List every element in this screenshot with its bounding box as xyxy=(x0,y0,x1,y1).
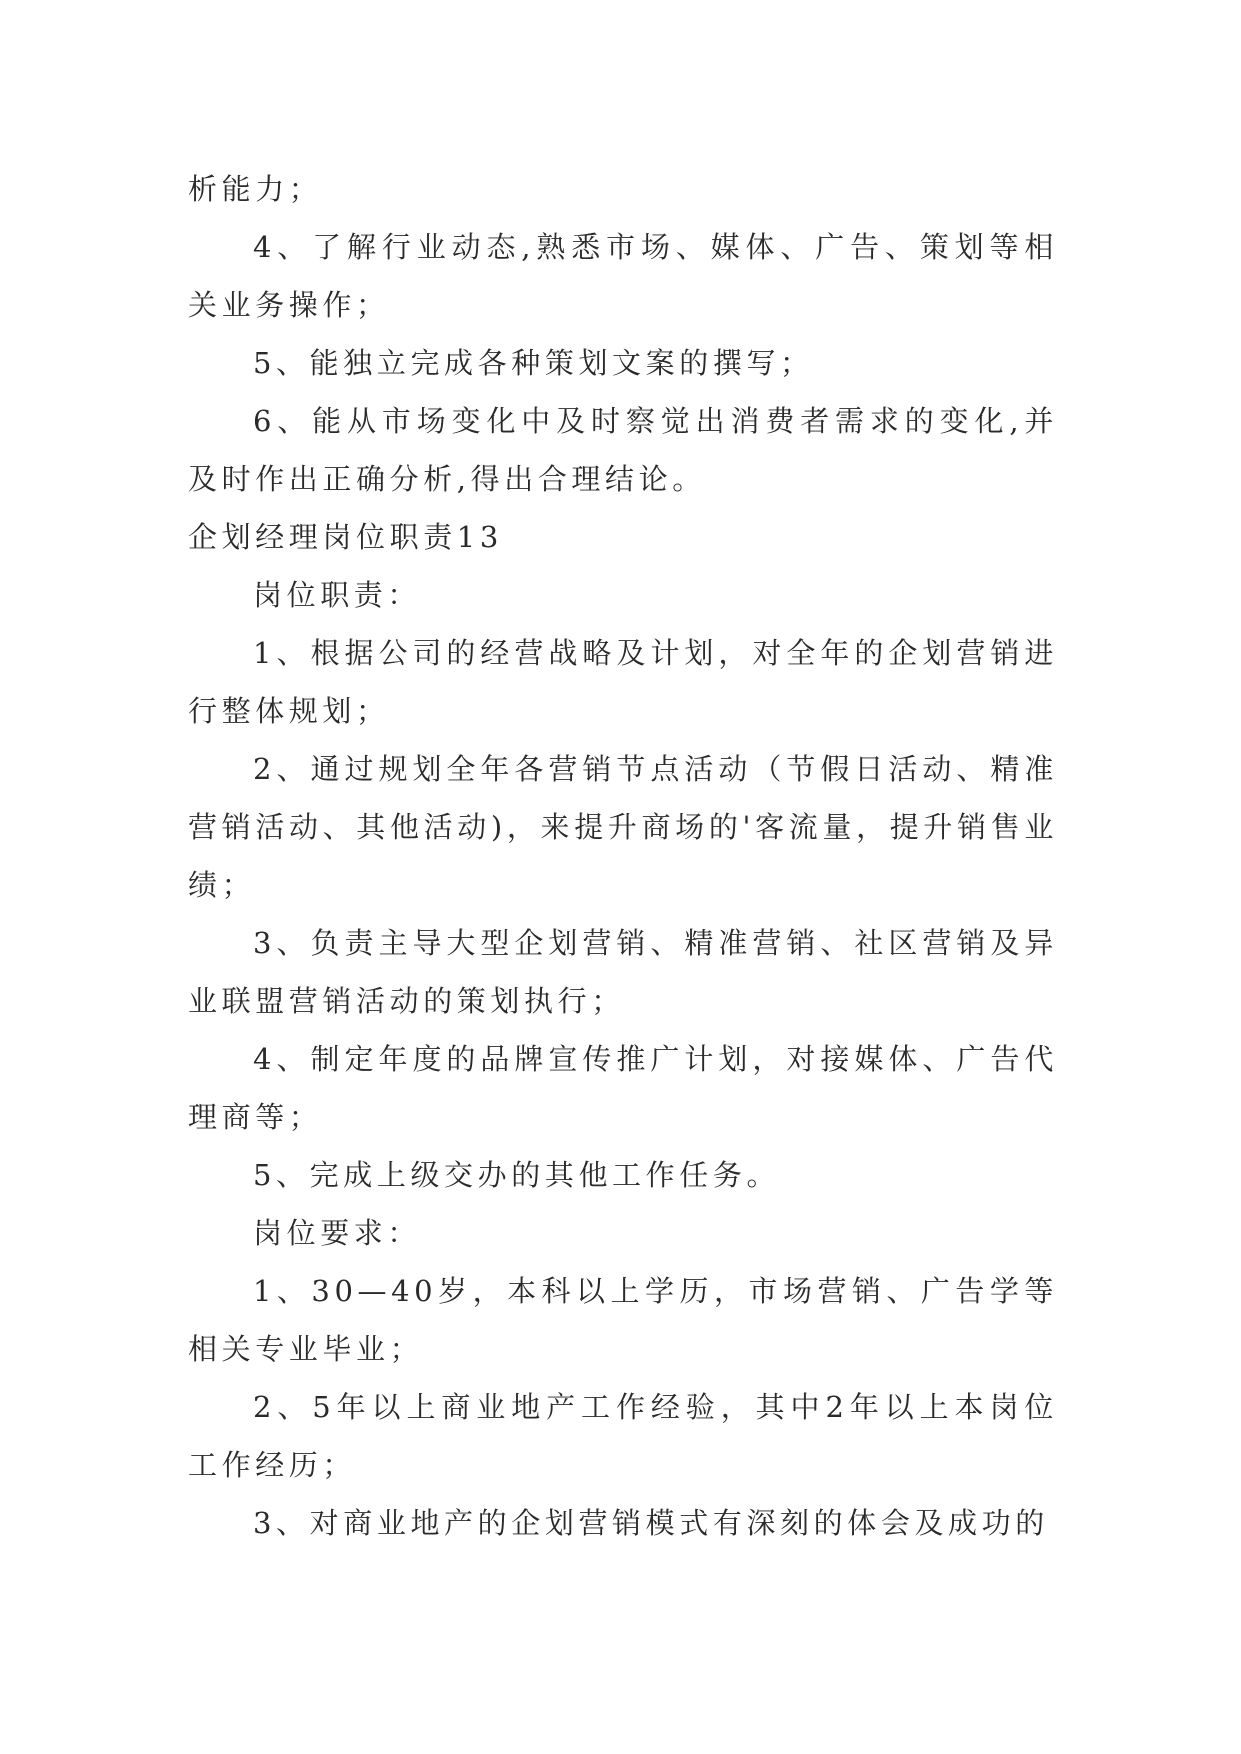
requirement-item-3: 3、对商业地产的企划营销模式有深刻的体会及成功的 xyxy=(253,1506,1049,1540)
paragraph-item-4: 4、了解行业动态,熟悉市场、媒体、广告、策划等相关业务操作； xyxy=(188,230,1058,322)
section-heading: 企划经理岗位职责13 xyxy=(188,520,503,554)
subheading-duties: 岗位职责： xyxy=(253,578,422,612)
paragraph-continuation: 析能力； xyxy=(188,172,323,206)
subheading-requirements: 岗位要求： xyxy=(253,1216,422,1250)
duty-item-3: 3、负责主导大型企划营销、精准营销、社区营销及异业联盟营销活动的策划执行； xyxy=(188,926,1058,1018)
paragraph-item-6: 6、能从市场变化中及时察觉出消费者需求的变化,并及时作出正确分析,得出合理结论。 xyxy=(188,404,1058,496)
duty-item-2: 2、通过规划全年各营销节点活动（节假日活动、精准营销活动、其他活动)，来提升商场的'客流量，提升销售业绩； xyxy=(188,752,1058,902)
paragraph-item-5: 5、能独立完成各种策划文案的撰写； xyxy=(253,346,814,380)
requirement-item-2: 2、5年以上商业地产工作经验，其中2年以上本岗位工作经历； xyxy=(188,1390,1058,1482)
document-body xyxy=(188,160,1058,1552)
duty-item-4: 4、制定年度的品牌宣传推广计划，对接媒体、广告代理商等； xyxy=(188,1042,1058,1134)
duty-item-1: 1、根据公司的经营战略及计划，对全年的企划营销进行整体规划； xyxy=(188,636,1058,728)
requirement-item-1: 1、30—40岁，本科以上学历，市场营销、广告学等相关专业毕业； xyxy=(188,1274,1058,1366)
duty-item-5: 5、完成上级交办的其他工作任务。 xyxy=(253,1158,781,1192)
